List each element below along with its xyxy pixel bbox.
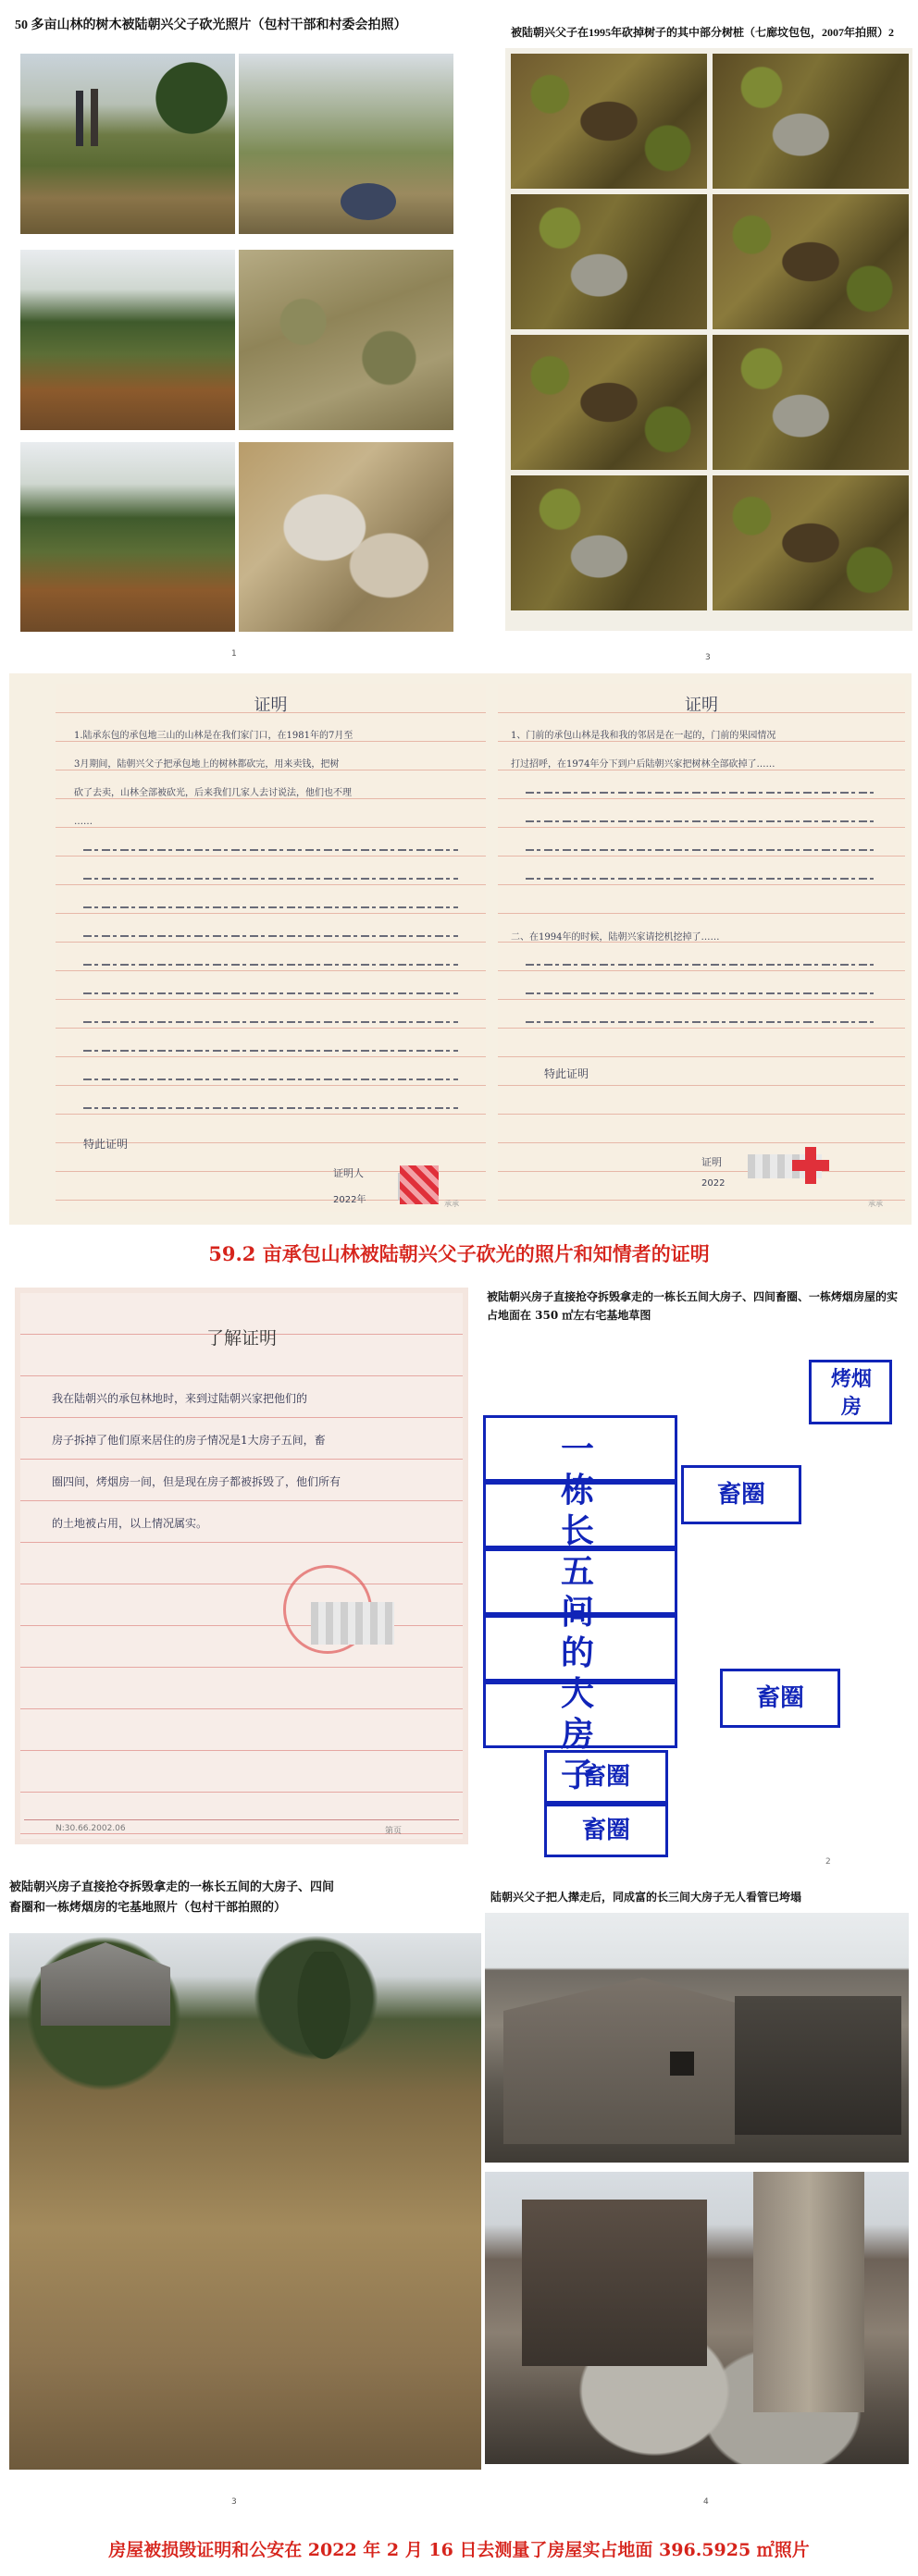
homestead-caption-line: 被陆朝兴房子直接抢夺拆毁拿走的一栋长五间的大房子、四间 [9, 1880, 335, 1894]
certificate-right-date: 2022 [701, 1178, 726, 1189]
plan-page-number: 2 [825, 1857, 831, 1867]
letter-line: 的土地被占用，以上情况属实。 [52, 1517, 208, 1530]
photo-stump-5 [511, 335, 707, 470]
photo-rocks [239, 442, 453, 632]
right-photo-caption: 被陆朝兴父子在1995年砍掉树子的其中部分树桩（七廊坟包包，2007年拍照）2 [511, 26, 895, 39]
photo-stump-2 [713, 54, 909, 189]
stump-photo-grid [505, 48, 912, 631]
photo-stump-3 [511, 194, 707, 329]
photo-homestead-site [9, 1933, 481, 2470]
letter-line: 房子拆掉了他们原来居住的房子情况是1大房子五间，畜 [52, 1434, 326, 1447]
plan-tobacco-house [809, 1360, 892, 1424]
plan-pen-3 [544, 1750, 668, 1804]
left-photo-caption: 50 多亩山林的树木被陆朝兴父子砍光照片（包村干部和村委会拍照） [15, 18, 407, 32]
photo-valley [20, 442, 235, 632]
photo-stump-7 [511, 475, 707, 610]
plan-pen-label: 畜圈 [755, 1684, 804, 1712]
red-cross-mark [792, 1147, 829, 1184]
collapsed-house-caption: 陆朝兴父子把人撵走后，同成富的长三间大房子无人看管已垮塌 [490, 1891, 802, 1904]
certificate-left-title: 证明 [254, 696, 288, 715]
certificate-right-text [511, 721, 775, 779]
photo-stump-8 [713, 475, 909, 610]
certificate-left [56, 684, 486, 1212]
house-plan [474, 1288, 911, 1870]
letter-footer: N:30.66.2002.06 [56, 1824, 126, 1833]
letter-line: 我在陆朝兴的承包林地时，来到过陆朝兴家把他们的 [52, 1392, 308, 1405]
plan-pen-1 [681, 1465, 801, 1524]
photo-stump-6 [713, 335, 909, 470]
section-certificates [9, 673, 912, 1225]
certificate-left-text [74, 721, 353, 836]
certificate-left-closing: 特此证明 [83, 1138, 129, 1151]
letter-line: 圈四间，烤烟房一间，但是现在房子都被拆毁了，他们所有 [52, 1475, 341, 1488]
page-mark: 承承 [868, 1200, 883, 1208]
photo-abandoned-house [485, 1913, 909, 2163]
page-number: 3 [705, 653, 711, 662]
plan-pen-label: 畜圈 [581, 1763, 630, 1791]
page-number: 3 [231, 2497, 237, 2507]
section-title-forest: 59.2 亩承包山林被陆朝兴父子砍光的照片和知情者的证明 [208, 1242, 710, 1265]
plan-pen-label: 畜圈 [581, 1817, 630, 1844]
certificate-left-signer: 证明人 [333, 1167, 364, 1179]
certificate-line: 砍了去卖，山林全部被砍光，后来我们几家人去讨说法，他们也不理 [74, 788, 352, 798]
certificate-right [498, 684, 905, 1212]
page-number: 1 [231, 649, 237, 659]
certificate-line: 二、在1994年的时候，陆朝兴家请挖机挖掉了…… [511, 932, 720, 943]
photo-scrub-slope [239, 54, 453, 234]
photo-hill-path [20, 54, 235, 234]
section-title-house: 房屋被损毁证明和公安在 2022 年 2 月 16 日去测量了房屋实占地面 396.5925 ㎡照片 [108, 2540, 810, 2560]
plan-main-label: 一栋长五间的大房子 [560, 1431, 594, 1794]
homestead-caption [9, 1878, 472, 1918]
redacted-signature [311, 1602, 394, 1645]
homestead-caption-line: 畜圈和一栋烤烟房的宅基地照片（包村干部拍照的） [9, 1901, 287, 1915]
photo-stump-1 [511, 54, 707, 189]
understanding-letter [15, 1288, 468, 1844]
red-seal [400, 1165, 439, 1204]
certificate-right-closing: 特此证明 [544, 1067, 589, 1080]
photo-logged-hill [20, 250, 235, 430]
plan-pen-2 [720, 1669, 840, 1728]
plan-pen-4 [544, 1804, 668, 1857]
plan-caption: 被陆朝兴房子直接抢夺拆毁拿走的一栋长五间大房子、四间畜圈、一栋烤烟房屋的实占地面在 350 ㎡左右宅基地草图 [487, 1290, 899, 1322]
certificate-line: 1、门前的承包山林是我和我的邻居是在一起的，门前的果园情况 [511, 731, 776, 741]
page-mark: 承承 [444, 1200, 459, 1208]
certificate-line: …… [74, 817, 93, 827]
certificate-right-signer: 证明 [701, 1156, 722, 1168]
plan-pen-label: 畜圈 [716, 1481, 765, 1509]
photo-stump-4 [713, 194, 909, 329]
page-number: 4 [703, 2497, 709, 2507]
certificate-line: 1.陆承东包的承包地三山的山林是在我们家门口，在1981年的7月至 [74, 731, 354, 741]
certificate-left-date: 2022年 [333, 1195, 366, 1205]
certificate-line: 打过招呼，在1974年分下到户后陆朝兴家把树林全部砍掉了…… [511, 759, 775, 770]
letter-title: 了解证明 [205, 1328, 277, 1349]
plan-tobacco-label: 烤烟房 [830, 1368, 872, 1419]
certificate-right-title: 证明 [685, 696, 718, 715]
letter-page-mark: 第页 [385, 1827, 403, 1836]
photo-collapsed-house [485, 2172, 909, 2464]
letter-text [52, 1378, 440, 1545]
photo-dry-brush [239, 250, 453, 430]
certificate-line: 3月期间，陆朝兴父子把承包地上的树林都砍完，用来卖钱，把树 [74, 759, 340, 770]
